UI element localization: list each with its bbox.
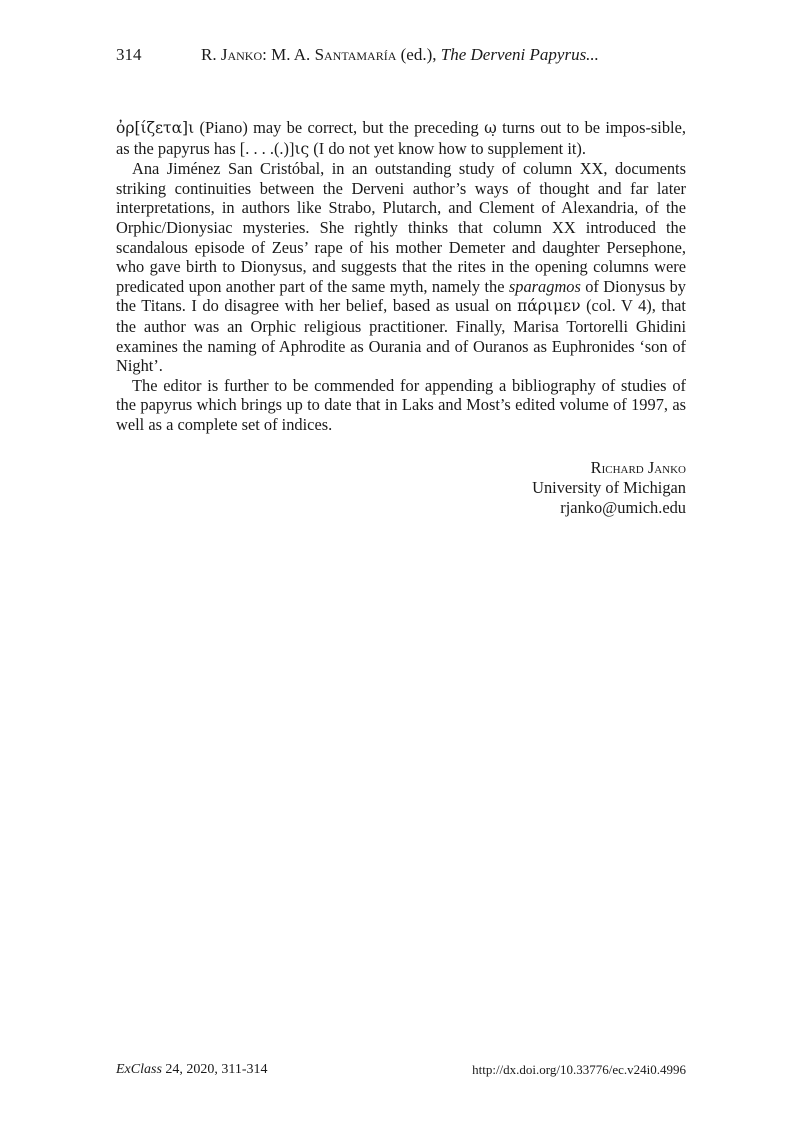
author-email[interactable]: rjanko@umich.edu (560, 498, 686, 517)
page-number: 314 (116, 45, 142, 64)
sparagmos-term: sparagmos (508, 276, 581, 296)
paragraph-2-text-1: Ana Jiménez San Cristóbal, in an outstanding study of column XX, documents striking continuities between the Derveni author’s ways of thought and far later interpretations, in authors like Strabo, Plutarch, and Clement of Alexandria, of the Orphic/Dionysiac mysteries. She rightly thinks that column XX introduced the scandalous episode of Zeus’ rape of his mother Demeter and daughter Persephone, who gave birth to Dionysus, and suggests that the rites in the opening columns were predicated upon another part of the same myth, namely the (116, 159, 686, 296)
reviewer-surname: Janko (220, 45, 263, 64)
running-title (201, 44, 599, 66)
paragraph-1 (116, 118, 686, 159)
paragraph-2-text-2: of Dionysus by the Titans. I do disagree with her belief, based as usual on (116, 276, 686, 316)
greek-word-parimen: πάριμεν (517, 297, 581, 316)
greek-omega: ω̣ (484, 119, 497, 137)
greek-word-orizetai: ὀρ[ίζετα]ι (116, 119, 195, 137)
editor-suffix: (ed.), (396, 45, 441, 64)
editor-surname: Santamaría (314, 45, 397, 64)
author-name: Richard Janko (590, 458, 686, 477)
review-body (116, 118, 686, 435)
journal-citation (116, 1061, 268, 1079)
paragraph-1-text-3: (I do not yet know how to supplement it). (309, 138, 586, 158)
book-title: The Derveni Papyrus... (440, 45, 599, 64)
paragraph-2-text-3: (col. V 4), that the author was an Orphic religious practitioner. Finally, Marisa Tortorelli Ghidini examines the naming of Aphrodite as Ourania and of Ouranos as Euphronides ‘son of Night’. (116, 296, 686, 376)
journal-volume-pages: 24, 2020, 311-314 (161, 1062, 268, 1077)
author-affiliation: University of Michigan (532, 478, 686, 497)
greek-ending: ις (294, 139, 310, 158)
paragraph-3: The editor is further to be commended for appending a bibliography of studies of the papyrus which brings up to date that in Laks and Most’s edited volume of 1997, as well as a complete set of indices. (116, 375, 686, 434)
paragraph-1-text-1: (Piano) may be correct, but the preceding (194, 118, 485, 137)
doi-link[interactable]: http://dx.doi.org/10.33776/ec.v24i0.4996 (472, 1062, 686, 1077)
signature-block (116, 458, 686, 518)
reviewer-initial: R. (201, 45, 221, 64)
paragraph-1-text-2: turns out to be impos-sible, as the papyrus has [. . . .(.)] (116, 118, 686, 158)
journal-name: ExClass (116, 1062, 162, 1077)
editor-prefix: : M. A. (262, 45, 315, 64)
paragraph-2 (116, 159, 686, 376)
